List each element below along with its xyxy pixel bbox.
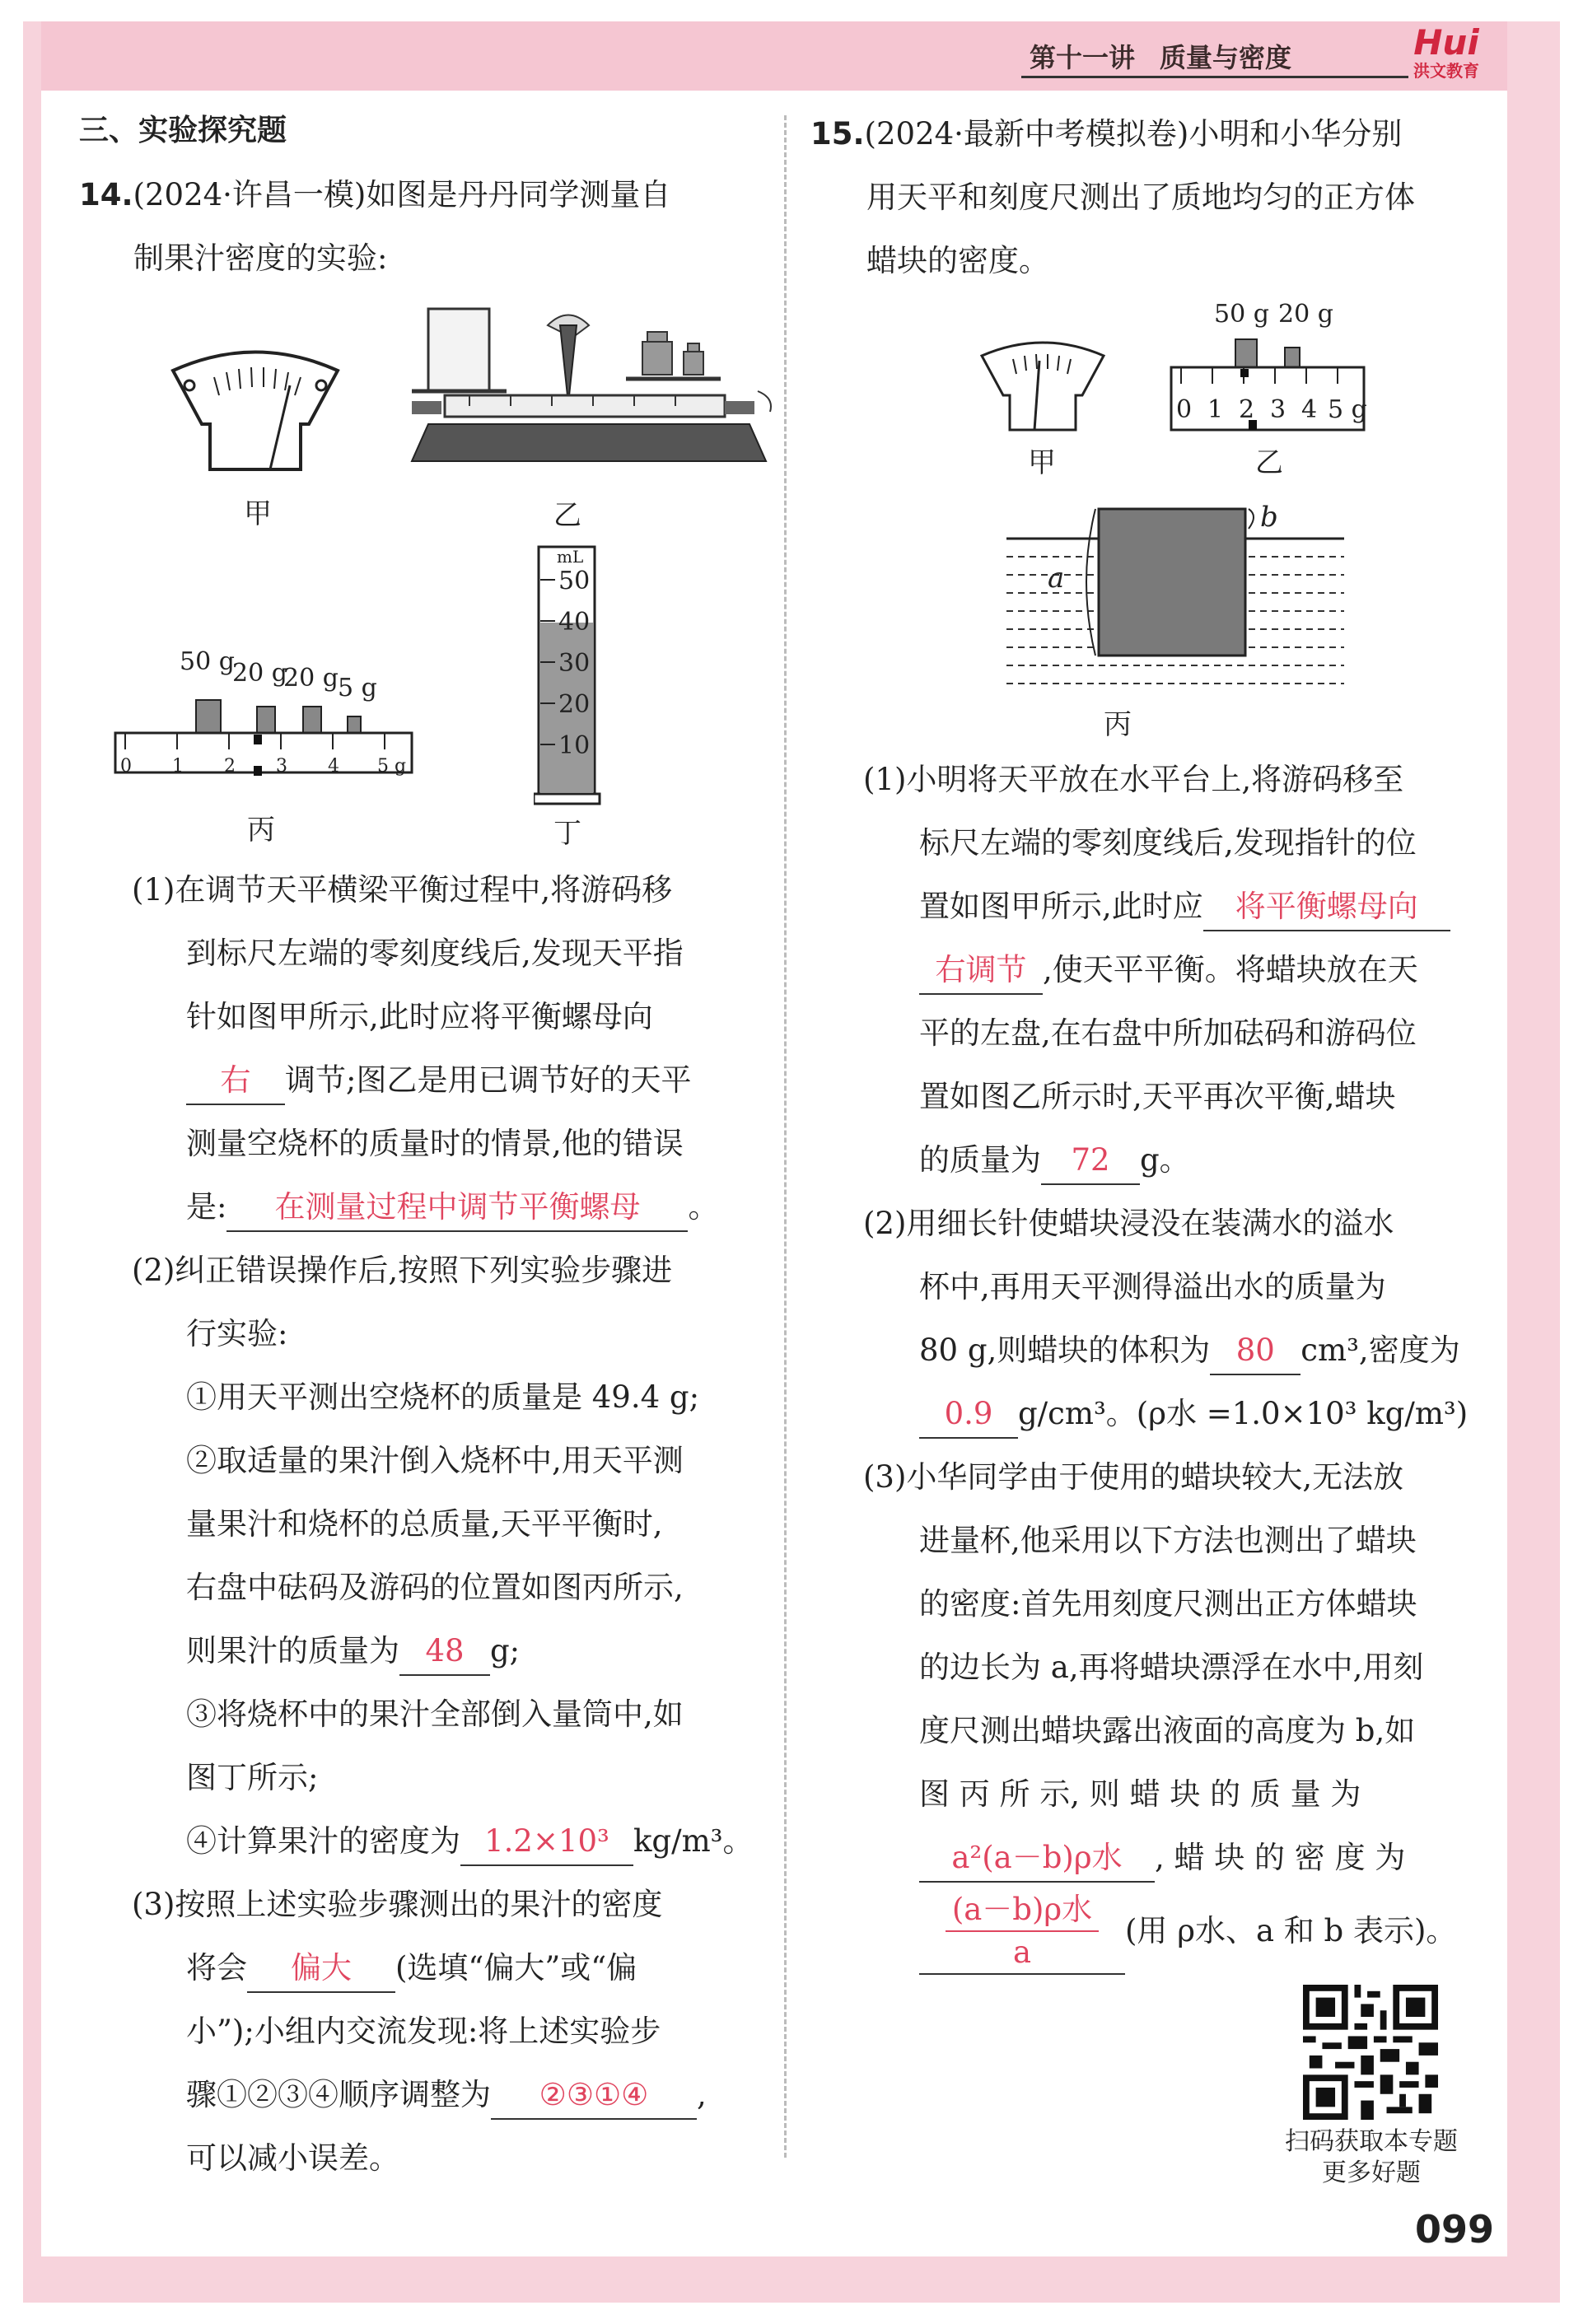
q15-p2-line4b: g/cm³。(ρ水 =1.0×10³ kg/m³) bbox=[1018, 1396, 1469, 1431]
q14-cyl-40: 40 bbox=[558, 608, 591, 637]
q15-intro-2: 用天平和刻度尺测出了质地均匀的正方体 bbox=[866, 180, 1415, 215]
q14-caption-jia: 甲 bbox=[244, 497, 272, 530]
q15-p1-line5: 平的左盘,在右盘中所加砝码和游码位 bbox=[919, 1015, 1417, 1051]
q15-label-a: a bbox=[1048, 562, 1065, 595]
q15-p2-line2: 杯中,再用天平测得溢出水的质量为 bbox=[919, 1269, 1386, 1304]
page-number: 099 bbox=[1415, 2207, 1495, 2252]
logo-main: Hui bbox=[1413, 22, 1479, 63]
q14-tick-3: 3 bbox=[276, 756, 287, 777]
q14-cyl-unit: mL bbox=[557, 547, 584, 567]
q14-p2-line2: 行实验: bbox=[186, 1316, 288, 1351]
q14-answer-density: 1.2×10³ bbox=[460, 1818, 633, 1866]
q14-cyl-20: 20 bbox=[558, 690, 591, 719]
q14-cyl-30: 30 bbox=[558, 649, 591, 678]
q14-caption-ding: 丁 bbox=[553, 817, 581, 850]
chapter-topic: 质量与密度 bbox=[1160, 42, 1292, 73]
q14-p1-line6b: 。 bbox=[688, 1189, 719, 1225]
q14-weight-20a: 20 g bbox=[232, 659, 287, 688]
q14-step3-line1: ③将烧杯中的果汁全部倒入量筒中,如 bbox=[186, 1696, 684, 1732]
right-margin-band bbox=[1507, 21, 1560, 2303]
q15-p1-line4b: ,使天平平衡。将蜡块放在天 bbox=[1043, 952, 1418, 987]
q15-tick-3: 3 bbox=[1270, 395, 1286, 424]
q15-p2-line1: (2)用细长针使蜡块浸没在装满水的溢水 bbox=[863, 1206, 1394, 1241]
q15-p3-line4: 的边长为 a,再将蜡块漂浮在水中,用刻 bbox=[919, 1650, 1424, 1685]
q15-figure-jia-dial bbox=[977, 333, 1109, 440]
q14-p1-line1: (1)在调节天平横梁平衡过程中,将游码移 bbox=[132, 872, 673, 908]
q15-answer-block-density bbox=[946, 1889, 1099, 1973]
q15-p3-line3: 的密度:首先用刻度尺测出正方体蜡块 bbox=[919, 1586, 1417, 1622]
q14-p3-line5: 可以减小误差。 bbox=[186, 2140, 399, 2176]
qr-caption-line2: 更多好题 bbox=[1322, 2158, 1421, 2187]
publisher-logo bbox=[1397, 22, 1496, 89]
q15-p1-line7a: 的质量为 bbox=[919, 1142, 1041, 1178]
q14-step2-line4a: 则果汁的质量为 bbox=[186, 1633, 399, 1668]
q15-p3-line5: 度尺测出蜡块露出液面的高度为 b,如 bbox=[919, 1713, 1416, 1748]
q15-tick-5: 5 g bbox=[1328, 395, 1367, 424]
q14-p1-line6a: 是: bbox=[186, 1189, 227, 1225]
left-margin-band bbox=[23, 21, 41, 2303]
footer-band bbox=[23, 2256, 1560, 2303]
q15-caption-jia: 甲 bbox=[1028, 446, 1056, 479]
q15-answer-adjust-2: 右调节 bbox=[919, 947, 1043, 995]
qr-code-icon[interactable] bbox=[1303, 1985, 1438, 2120]
column-divider bbox=[784, 115, 787, 2158]
q15-label-b: b bbox=[1260, 501, 1278, 534]
q14-intro-1: (2024·许昌一模)如图是丹丹同学测量自 bbox=[133, 177, 671, 212]
q15-p2-line3b: cm³,密度为 bbox=[1300, 1332, 1460, 1368]
q15-figure-bing-block bbox=[998, 501, 1352, 695]
q14-step2-line4b: g; bbox=[490, 1633, 521, 1668]
q15-answer-density: 0.9 bbox=[919, 1391, 1018, 1439]
q14-tick-2: 2 bbox=[224, 756, 236, 777]
q15-weight-20: 20 g bbox=[1278, 300, 1333, 329]
q14-tick-4: 4 bbox=[328, 756, 339, 777]
q14-step2-line3: 右盘中砝码及游码的位置如图丙所示, bbox=[186, 1570, 684, 1605]
q15-p2-line3a: 80 g,则蜡块的体积为 bbox=[919, 1332, 1211, 1368]
q14-intro-2: 制果汁密度的实验: bbox=[133, 240, 388, 276]
section-title: 三、实验探究题 bbox=[79, 114, 287, 147]
q14-step1: ①用天平测出空烧杯的质量是 49.4 g; bbox=[186, 1379, 700, 1415]
q15-tick-0: 0 bbox=[1176, 395, 1193, 424]
q14-step2-line1: ②取适量的果汁倒入烧杯中,用天平测 bbox=[186, 1443, 684, 1478]
q15-answer-volume: 80 bbox=[1210, 1328, 1300, 1375]
q14-answer-direction: 右 bbox=[186, 1057, 285, 1105]
q15-p1-line6: 置如图乙所示时,天平再次平衡,蜡块 bbox=[919, 1079, 1396, 1114]
chapter-label: 第十一讲 bbox=[1030, 42, 1136, 73]
q14-p1-line3: 针如图甲所示,此时应将平衡螺母向 bbox=[186, 999, 653, 1034]
q14-p3-line1: (3)按照上述实验步骤测出的果汁的密度 bbox=[132, 1887, 663, 1922]
chapter-header bbox=[1030, 33, 1291, 79]
q15-p3-line8b: (用 ρ水、a 和 b 表示)。 bbox=[1125, 1913, 1457, 1948]
q15-tick-4: 4 bbox=[1301, 395, 1318, 424]
q15-density-denominator: a bbox=[1012, 1934, 1032, 1970]
q15-p1-line7b: g。 bbox=[1140, 1142, 1190, 1178]
q15-p3-line6: 图 丙 所 示, 则 蜡 块 的 质 量 为 bbox=[919, 1776, 1361, 1812]
q15-weight-50: 50 g bbox=[1214, 300, 1269, 329]
q14-answer-mass: 48 bbox=[399, 1628, 490, 1676]
q15-number: 15. bbox=[810, 116, 865, 152]
q15-p3-line1: (3)小华同学由于使用的蜡块较大,无法放 bbox=[863, 1459, 1404, 1495]
q15-p1-line3a: 置如图甲所示,此时应 bbox=[919, 889, 1203, 924]
q15-p3-line7b: , 蜡 块 的 密 度 为 bbox=[1155, 1840, 1406, 1875]
q14-weight-5: 5 g bbox=[338, 674, 377, 702]
q14-p3-line2a: 将会 bbox=[186, 1950, 247, 1986]
q15-caption-yi: 乙 bbox=[1255, 446, 1283, 479]
q14-p3-line3: 小”);小组内交流发现:将上述实验步 bbox=[186, 2014, 661, 2049]
q15-tick-2: 2 bbox=[1239, 395, 1255, 424]
q15-answer-block-mass: a²(a－b)ρ水 bbox=[919, 1835, 1155, 1883]
q14-p3-line4a: 骤①②③④顺序调整为 bbox=[186, 2077, 491, 2112]
q14-p3-line4b: , bbox=[697, 2077, 707, 2112]
q14-p1-line4: 调节;图乙是用已调节好的天平 bbox=[285, 1062, 692, 1098]
logo-sub: 洪文教育 bbox=[1413, 61, 1479, 81]
q14-weight-20b: 20 g bbox=[283, 664, 339, 693]
q14-tick-5: 5 g bbox=[377, 756, 407, 777]
qr-caption bbox=[1268, 2126, 1474, 2189]
q15-intro-1: (2024·最新中考模拟卷)小明和小华分别 bbox=[864, 116, 1403, 152]
q14-cyl-50: 50 bbox=[558, 567, 591, 595]
q15-answer-adjust-1: 将平衡螺母向 bbox=[1203, 884, 1450, 931]
q14-p3-line2b: (选填“偏大”或“偏 bbox=[395, 1950, 637, 1986]
q14-p1-line2: 到标尺左端的零刻度线后,发现天平指 bbox=[186, 936, 684, 971]
q14-figure-bing-ruler bbox=[114, 692, 418, 782]
q14-step2-line2: 量果汁和烧杯的总质量,天平平衡时, bbox=[186, 1506, 663, 1542]
q14-tick-1: 1 bbox=[172, 756, 184, 777]
qr-caption-line1: 扫码获取本专题 bbox=[1285, 2127, 1458, 2156]
q14-step3-line2: 图丁所示; bbox=[186, 1760, 319, 1795]
q15-p3-line2: 进量杯,他采用以下方法也测出了蜡块 bbox=[919, 1523, 1417, 1558]
q14-p1-line5: 测量空烧杯的质量时的情景,他的错误 bbox=[186, 1126, 684, 1161]
q14-p2-line1: (2)纠正错误操作后,按照下列实验步骤进 bbox=[132, 1253, 673, 1288]
q15-p1-line1: (1)小明将天平放在水平台上,将游码移至 bbox=[863, 762, 1404, 797]
q14-figure-jia-dial bbox=[165, 338, 346, 486]
q15-answer-mass: 72 bbox=[1041, 1137, 1140, 1185]
q15-caption-bing: 丙 bbox=[1104, 708, 1132, 741]
q14-figure-yi-balance bbox=[395, 301, 774, 478]
q15-tick-1: 1 bbox=[1207, 395, 1224, 424]
q14-caption-yi: 乙 bbox=[553, 499, 581, 532]
header-rule bbox=[1021, 76, 1408, 78]
q14-step4a: ④计算果汁的密度为 bbox=[186, 1823, 460, 1859]
q14-answer-error: 在测量过程中调节平衡螺母 bbox=[226, 1184, 688, 1232]
q14-tick-0: 0 bbox=[120, 756, 132, 777]
q14-weight-50: 50 g bbox=[180, 647, 235, 676]
q15-p1-line2: 标尺左端的零刻度线后,发现指针的位 bbox=[919, 825, 1417, 861]
q14-answer-order: ②③①④ bbox=[491, 2072, 697, 2120]
q14-answer-bias: 偏大 bbox=[247, 1945, 395, 1993]
q15-intro-3: 蜡块的密度。 bbox=[866, 243, 1049, 278]
q14-number: 14. bbox=[79, 177, 133, 212]
q14-step4b: kg/m³。 bbox=[633, 1823, 754, 1859]
q14-caption-bing: 丙 bbox=[247, 814, 275, 847]
q15-density-numerator: (a－b)ρ水 bbox=[946, 1889, 1099, 1932]
q14-cyl-10: 10 bbox=[558, 731, 591, 760]
header-band bbox=[23, 21, 1560, 91]
